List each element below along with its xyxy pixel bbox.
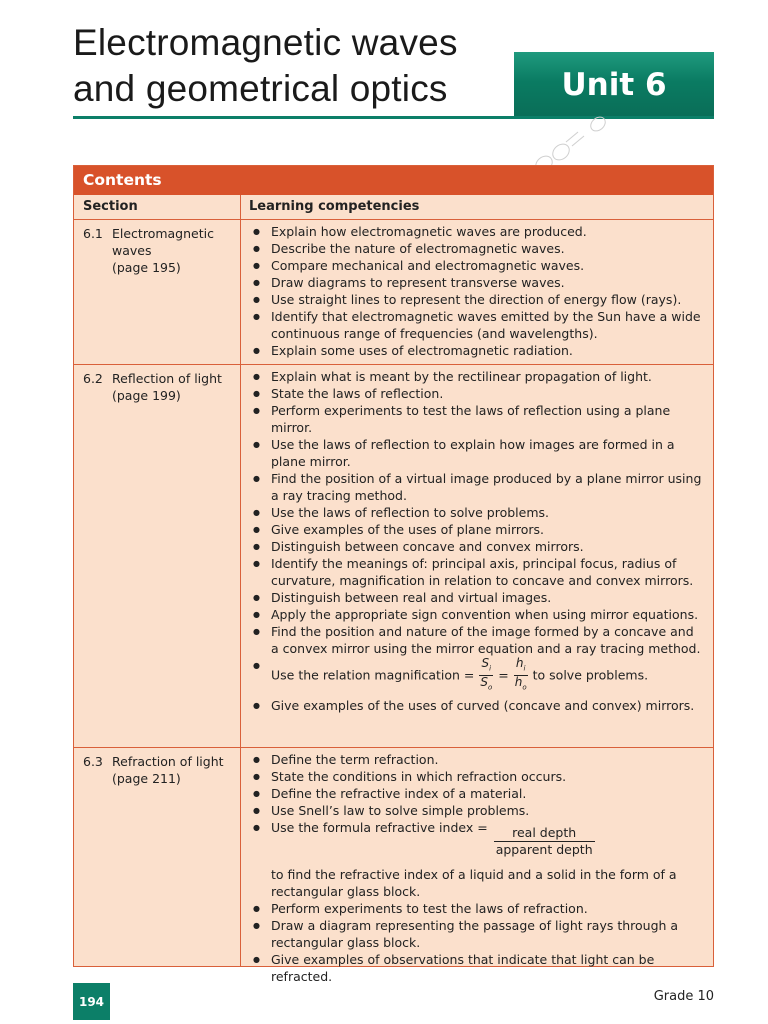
- section-page-ref: (page 195): [112, 260, 181, 275]
- section-title-line: waves: [112, 243, 152, 258]
- competency-item: ● Explain some uses of electromagnetic radiation.: [249, 342, 705, 359]
- competency-item: ● Compare mechanical and electromagnetic waves.: [249, 257, 705, 274]
- competency-item: ● Find the position and nature of the image formed by a concave and a convex mirror using the mirror equation and a ray tracing method.: [249, 623, 705, 657]
- magnification-suffix: to solve problems.: [532, 667, 649, 683]
- competency-item: ● Apply the appropriate sign convention when using mirror equations.: [249, 606, 705, 623]
- refractive-index-fraction: [494, 825, 595, 858]
- title-line-1: Electromagnetic waves: [73, 22, 458, 63]
- contents-heading: Contents: [74, 166, 713, 195]
- contents-table: [73, 165, 714, 984]
- table-header-row: [74, 195, 713, 220]
- competency-item: ● State the conditions in which refraction occurs.: [249, 768, 705, 785]
- section-cell: [74, 365, 241, 747]
- competency-item: ● Identify the meanings of: principal axis, principal focus, radius of curvature, magnification in relation to concave and convex mirrors.: [249, 555, 705, 589]
- magnification-ratio-images: $\frac{S_i}{S_o}$: [480, 656, 493, 692]
- magnification-ratio-heights: $\frac{h_i}{h_o}$: [514, 656, 527, 692]
- competency-item-refractive-index: [249, 819, 705, 900]
- competency-item-magnification: [249, 657, 705, 697]
- competency-item: ● Define the refractive index of a material.: [249, 785, 705, 802]
- formula-denominator: apparent depth: [495, 842, 593, 857]
- competency-item: ● Use straight lines to represent the direction of energy flow (rays).: [249, 291, 705, 308]
- section-cell: [74, 748, 241, 967]
- competency-item: ● State the laws of reflection.: [249, 385, 705, 402]
- table-row: [74, 220, 713, 365]
- title-line-2: and geometrical optics: [73, 68, 448, 109]
- section-title-line: Electromagnetic: [112, 226, 214, 241]
- competency-item: ● Describe the nature of electromagnetic waves.: [249, 240, 705, 257]
- competency-item: ● Define the term refraction.: [249, 751, 705, 768]
- section-number: 6.1: [83, 226, 103, 241]
- formula-numerator: real depth: [494, 825, 595, 842]
- competency-item: ● Perform experiments to test the laws of refraction.: [249, 900, 705, 917]
- competency-item: ● Distinguish between real and virtual images.: [249, 589, 705, 606]
- grade-label: Grade 10: [653, 989, 714, 1004]
- section-number: 6.2: [83, 371, 103, 386]
- competency-item: ● Use the laws of reflection to solve problems.: [249, 504, 705, 521]
- magnification-prefix: Use the relation magnification =: [271, 667, 475, 683]
- competency-item: ● Perform experiments to test the laws of reflection using a plane mirror.: [249, 402, 705, 436]
- section-page-ref: (page 199): [112, 388, 181, 403]
- section-title-line: Refraction of light: [112, 754, 224, 769]
- unit-badge: [514, 52, 714, 118]
- competencies-cell: [241, 748, 713, 984]
- section-page-ref: (page 211): [112, 771, 181, 786]
- competency-item: ● Explain how electromagnetic waves are produced.: [249, 223, 705, 240]
- table-row: [74, 365, 713, 748]
- competency-item: ● Give examples of the uses of plane mirrors.: [249, 521, 705, 538]
- competencies-column-header: Learning competencies: [249, 199, 420, 214]
- competencies-cell: [241, 220, 713, 364]
- formula-continuation: to find the refractive index of a liquid and a solid in the form of a rectangular glass block.: [271, 867, 677, 899]
- section-column-header: Section: [74, 195, 241, 219]
- equals-sign: =: [498, 667, 509, 683]
- section-title-line: Reflection of light: [112, 371, 222, 386]
- competency-item: ● Give examples of observations that indicate that light can be refracted.: [249, 951, 705, 985]
- table-row: [74, 748, 713, 984]
- page-number-badge: [73, 983, 110, 1020]
- competencies-cell: [241, 365, 713, 747]
- formula-prefix: Use the formula refractive index =: [271, 820, 488, 835]
- competency-item: ● Identify that electromagnetic waves emitted by the Sun have a wide continuous range of frequencies (and wavelengths).: [249, 308, 705, 342]
- unit-title: [73, 20, 513, 112]
- competency-item: ● Use the laws of reflection to explain how images are formed in a plane mirror.: [249, 436, 705, 470]
- page-number: 194: [78, 994, 105, 1009]
- competency-item: ● Distinguish between concave and convex mirrors.: [249, 538, 705, 555]
- competency-item: ● Draw diagrams to represent transverse waves.: [249, 274, 705, 291]
- competency-item: ● Find the position of a virtual image produced by a plane mirror using a ray tracing method.: [249, 470, 705, 504]
- watermark-stamp: [506, 112, 626, 172]
- competency-item: ● Draw a diagram representing the passage of light rays through a rectangular glass block.: [249, 917, 705, 951]
- section-cell: [74, 220, 241, 364]
- title-divider: [73, 116, 714, 119]
- competency-item: ● Use Snell’s law to solve simple problems.: [249, 802, 705, 819]
- section-number: 6.3: [83, 754, 103, 769]
- competency-item: ● Explain what is meant by the rectilinear propagation of light.: [249, 368, 705, 385]
- unit-label: Unit 6: [561, 67, 667, 103]
- competency-item: ● Give examples of the uses of curved (concave and convex) mirrors.: [249, 697, 705, 714]
